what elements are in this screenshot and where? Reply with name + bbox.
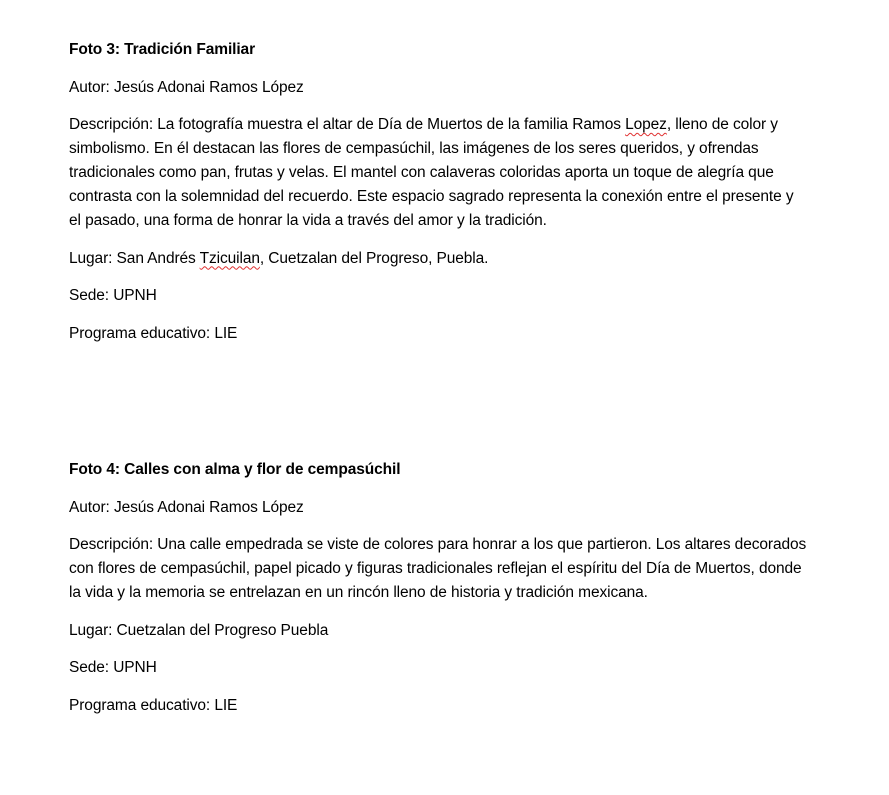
entry-place: Lugar: Cuetzalan del Progreso Puebla	[69, 621, 329, 639]
description-text-end: , lleno de color y simbolismo. En él destacan las flores de cempasúchil, las imágenes de los seres queridos, y ofrendas tradicionales como pan, frutas y velas. El mantel con calaveras coloridas aporta un toque de alegría que contrasta con la solemnidad del recuerdo. Este espacio sagrado representa la conexión entre el presente y el pasado, una forma de honrar la vida a través del amor y la tradición.	[69, 116, 794, 229]
photo-entry-3	[69, 38, 809, 359]
entry-author: Autor: Jesús Adonai Ramos López	[69, 78, 304, 96]
entry-place	[69, 247, 809, 271]
place-text-start: Lugar: San Andrés	[69, 249, 200, 267]
entry-sede: Sede: UPNH	[69, 287, 157, 304]
description-text-start: Descripción: La fotografía muestra el altar de Día de Muertos de la familia Ramos	[69, 116, 626, 133]
entry-program: Programa educativo: LIE	[69, 324, 238, 342]
spellcheck-flagged-word[interactable]: Lopez	[625, 116, 667, 133]
entry-author: Autor: Jesús Adonai Ramos López	[69, 498, 304, 516]
photo-entry-4	[69, 458, 809, 731]
entry-title: Foto 3: Tradición Familiar	[69, 41, 256, 58]
entry-program: Programa educativo: LIE	[69, 696, 238, 714]
spellcheck-flagged-word[interactable]: Tzicuilan	[199, 249, 260, 267]
entry-title: Foto 4: Calles con alma y flor de cempasúchil	[69, 461, 401, 478]
entry-sede: Sede: UPNH	[69, 659, 157, 676]
entry-description	[69, 113, 809, 233]
place-text-end: , Cuetzalan del Progreso, Puebla.	[259, 249, 489, 267]
entry-description: Descripción: Una calle empedrada se viste de colores para honrar a los que partieron. Los altares decorados con flores de cempasúchil, papel picado y figuras tradicionales reflejan el espíritu del Día de Muertos, donde la vida y la memoria se entrelazan en un rincón lleno de historia y tradición mexicana.	[69, 536, 807, 601]
